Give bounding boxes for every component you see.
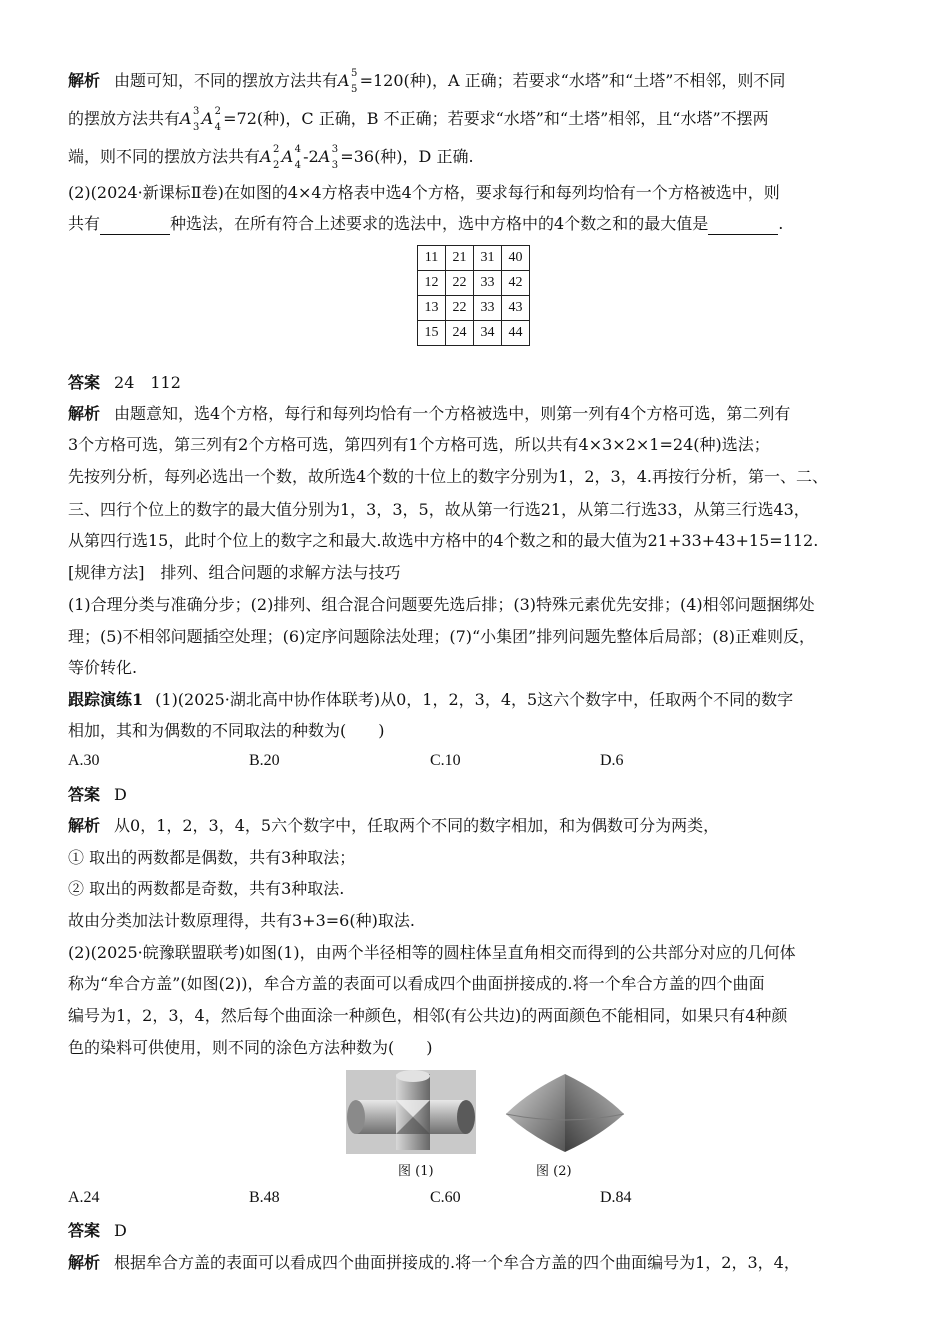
grid-cell: 21 — [446, 246, 474, 271]
grid-row — [418, 246, 530, 271]
answer-label: 答案 — [68, 785, 101, 804]
option-a: A.30 — [68, 752, 100, 769]
solution-2-line-2: 3个方格可选，第三列有2个方格可选，第四列有1个方格可选，所以共有4×3×2×1=24(种)选法； — [68, 435, 770, 454]
answer-4: 答案 D — [68, 1221, 127, 1240]
solution-1-line-2: 的摆放方法共有A 3 3 A 2 4 =72(种)，C 正确，B 不正确；若要求“水塔”和“土塔”相邻，且“水塔”不摆两 — [68, 106, 769, 133]
grid-cell: 43 — [502, 296, 530, 321]
grid-cell: 44 — [502, 321, 530, 346]
option-c: C.60 — [430, 1189, 461, 1206]
grid-cell: 22 — [446, 296, 474, 321]
figure-2-mouhefangai — [500, 1070, 630, 1154]
figure-2-caption: 图 (2) — [536, 1164, 572, 1179]
question-2-line-2: 共有 种选法，在所有符合上述要求的选法中，选中方格中的4个数之和的最大值是 . — [68, 214, 784, 233]
grid-cell: 42 — [502, 271, 530, 296]
solution-label: 解析 — [68, 71, 101, 90]
grid-cell: 13 — [418, 296, 446, 321]
question-4-line-1: (2)(2025·皖豫联盟联考)如图(1)，由两个半径相等的圆柱体呈直角相交而得到的公共部分对应的几何体 — [68, 943, 796, 962]
solution-2-line-5: 从第四行选15，此时个位上的数字之和最大.故选中方格中的4个数之和的最大值为21+33+43+15=112. — [68, 531, 819, 550]
solution-3-line-1: 解析 从0，1，2，3，4，5六个数字中，任取两个不同的数字相加，和为偶数可分为两类， — [68, 816, 720, 835]
perm-a33: A 3 3 — [180, 106, 200, 133]
solution-label: 解析 — [68, 816, 101, 835]
track-label: 跟踪演练1 — [68, 690, 144, 709]
track-line-1: 跟踪演练1 (1)(2025·湖北高中协作体联考)从0，1，2，3，4，5这六个数字中，任取两个不同的数字 — [68, 690, 794, 709]
question-4-line-3: 编号为1，2，3，4，然后每个曲面涂一种颜色，相邻(有公共边)的两面颜色不能相同，如果只有4种颜 — [68, 1006, 788, 1025]
solution-3-line-3: ② 取出的两数都是奇数，共有3种取法. — [68, 879, 345, 898]
method-title: [规律方法] 排列、组合问题的求解方法与技巧 — [68, 563, 401, 582]
grid-row — [418, 296, 530, 321]
grid-cell: 24 — [446, 321, 474, 346]
perm-a44: A 4 4 — [281, 144, 301, 171]
grid-cell: 33 — [474, 271, 502, 296]
option-d: D.84 — [600, 1189, 632, 1206]
grid-cell: 15 — [418, 321, 446, 346]
perm-a42: A 2 4 — [201, 106, 221, 133]
solution-1-line-1: 解析 由题可知，不同的摆放方法共有A 5 5 =120(种)，A 正确；若要求“水塔”和“土塔”不相邻，则不同 — [68, 68, 786, 95]
perm-a55: A 5 5 — [338, 68, 358, 95]
figure-1-intersecting-cylinders — [346, 1070, 476, 1154]
question-4-line-2: 称为“牟合方盖”(如图(2))，牟合方盖的表面可以看成四个曲面拼接成的.将一个牟合方盖的四个曲面 — [68, 974, 765, 993]
option-b: B.20 — [249, 752, 280, 769]
grid-cell: 31 — [474, 246, 502, 271]
option-a: A.24 — [68, 1189, 100, 1206]
method-line-3: 等价转化. — [68, 658, 138, 677]
answer-3: 答案 D — [68, 785, 127, 804]
option-d: D.6 — [600, 752, 624, 769]
method-line-2: 理；(5)不相邻问题插空处理；(6)定序问题除法处理；(7)“小集团”排列问题先整体后局部；(8)正难则反， — [68, 627, 816, 646]
grid-cell: 40 — [502, 246, 530, 271]
option-c: C.10 — [430, 752, 461, 769]
answer-label: 答案 — [68, 373, 101, 392]
grid-cell: 33 — [474, 296, 502, 321]
solution-2-line-3: 先按列分析，每列必选出一个数，故所选4个数的十位上的数字分别为1，2，3，4.再按行分析，第一、二、 — [68, 467, 828, 486]
option-b: B.48 — [249, 1189, 280, 1206]
answer-label: 答案 — [68, 1221, 101, 1240]
perm-a22: A 2 2 — [260, 144, 280, 171]
number-grid — [417, 245, 530, 346]
track-line-2: 相加，其和为偶数的不同取法的种数为( ) — [68, 721, 385, 740]
question-4-line-4: 色的染料可供使用，则不同的涂色方法种数为( ) — [68, 1038, 433, 1057]
solution-1-line-3: 端，则不同的摆放方法共有A 2 2 A 4 4 -2A 3 3 =36(种)，D 正确. — [68, 144, 474, 171]
answer-blank — [708, 218, 778, 235]
method-line-1: (1)合理分类与准确分步；(2)排列、组合混合问题要先选后排；(3)特殊元素优先安排；(4)相邻问题捆绑处 — [68, 595, 815, 614]
perm-a33b: A 3 3 — [318, 144, 339, 171]
grid-row — [418, 271, 530, 296]
figure-1-caption: 图 (1) — [398, 1164, 434, 1179]
grid-cell: 34 — [474, 321, 502, 346]
answer-2: 答案 24 112 — [68, 373, 181, 392]
solution-label: 解析 — [68, 404, 101, 423]
solution-4-line-1: 解析 根据牟合方盖的表面可以看成四个曲面拼接成的.将一个牟合方盖的四个曲面编号为1，2，3，4， — [68, 1253, 800, 1272]
question-2-line-1: (2)(2024·新课标Ⅱ卷)在如图的4×4方格表中选4个方格，要求每行和每列均恰有一个方格被选中，则 — [68, 183, 780, 202]
grid-cell: 11 — [418, 246, 446, 271]
solution-2-line-1: 解析 由题意知，选4个方格，每行和每列均恰有一个方格被选中，则第一列有4个方格可选，第二列有 — [68, 404, 791, 423]
answer-blank — [100, 218, 170, 235]
solution-3-line-2: ① 取出的两数都是偶数，共有3种取法； — [68, 848, 356, 867]
solution-3-line-4: 故由分类加法计数原理得，共有3+3=6(种)取法. — [68, 911, 415, 930]
solution-label: 解析 — [68, 1253, 101, 1272]
solution-2-line-4: 三、四行个位上的数字的最大值分别为1，3，3，5，故从第一行选21，从第二行选33，从第三行选43， — [68, 500, 810, 519]
grid-row — [418, 321, 530, 346]
grid-cell: 12 — [418, 271, 446, 296]
grid-cell: 22 — [446, 271, 474, 296]
